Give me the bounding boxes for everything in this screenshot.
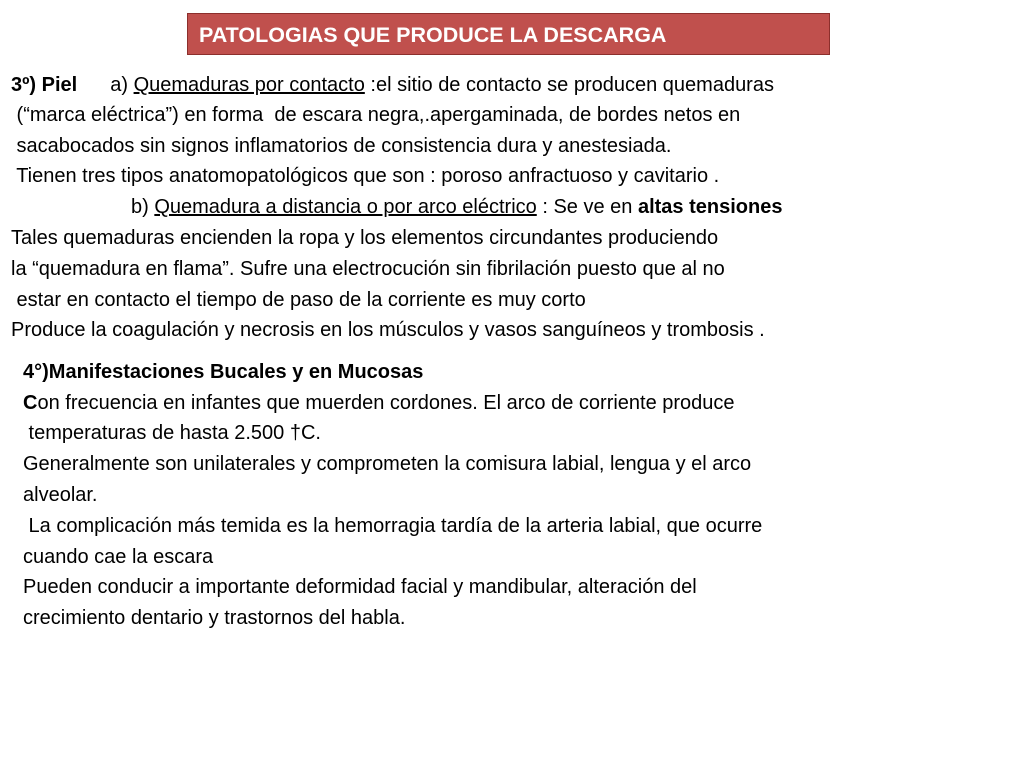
section4-line1: [23, 391, 735, 415]
section3-line9: Produce la coagulación y necrosis en los músculos y vasos sanguíneos y trombosis .: [11, 319, 765, 341]
section3-line7: la “quemadura en flama”. Sufre una electrocución sin fibrilación puesto que al no: [11, 258, 725, 280]
section4-heading: 4°)Manifestaciones Bucales y en Mucosas: [23, 361, 424, 383]
section3-line3: sacabocados sin signos inflamatorios de consistencia dura y anestesiada.: [11, 135, 672, 157]
section3-line6: Tales quemaduras encienden la ropa y los elementos circundantes produciendo: [11, 227, 719, 249]
section3-heading: 3º) Piel: [11, 74, 78, 96]
section3-line2: (“marca eléctrica”) en forma de escara negra,.apergaminada, de bordes netos en: [11, 104, 741, 126]
section4-line2: temperaturas de hasta 2.500 †C.: [23, 422, 321, 444]
section3-a-term: Quemaduras por contacto: [133, 74, 365, 96]
section4-line1-rest: on frecuencia en infantes que muerden cordones. El arco de corriente produce: [37, 392, 735, 414]
section3-line8: estar en contacto el tiempo de paso de la corriente es muy corto: [11, 289, 586, 311]
section3-a-text: :el sitio de contacto se producen quemaduras: [364, 74, 774, 96]
section3-a-prefix: a): [110, 74, 134, 96]
section3-line1: [11, 73, 774, 97]
section3-b-text: Se ve en: [553, 196, 638, 218]
section4-line3: Generalmente son unilaterales y comprometen la comisura labial, lengua y el arco: [23, 453, 752, 475]
section3-b-bold: altas tensiones: [637, 196, 783, 218]
section3-b-term: Quemadura a distancia o por arco eléctrico: [154, 196, 537, 218]
section3-line5: [131, 195, 782, 219]
section3-b-prefix: b): [131, 196, 155, 218]
section3-b-colon: :: [536, 196, 554, 218]
section3-line4: Tienen tres tipos anatomopatológicos que son : poroso anfractuoso y cavitario .: [11, 165, 720, 187]
section4-line8: crecimiento dentario y trastornos del habla.: [23, 607, 406, 629]
section4-line6: cuando cae la escara: [23, 546, 214, 568]
section4-line5: La complicación más temida es la hemorragia tardía de la arteria labial, que ocurre: [23, 515, 763, 537]
slide-title: PATOLOGIAS QUE PRODUCE LA DESCARGA: [187, 13, 830, 55]
section4-initial: C: [23, 392, 38, 414]
section4-line7: Pueden conducir a importante deformidad facial y mandibular, alteración del: [23, 576, 697, 598]
section4-line4: alveolar.: [23, 484, 98, 506]
